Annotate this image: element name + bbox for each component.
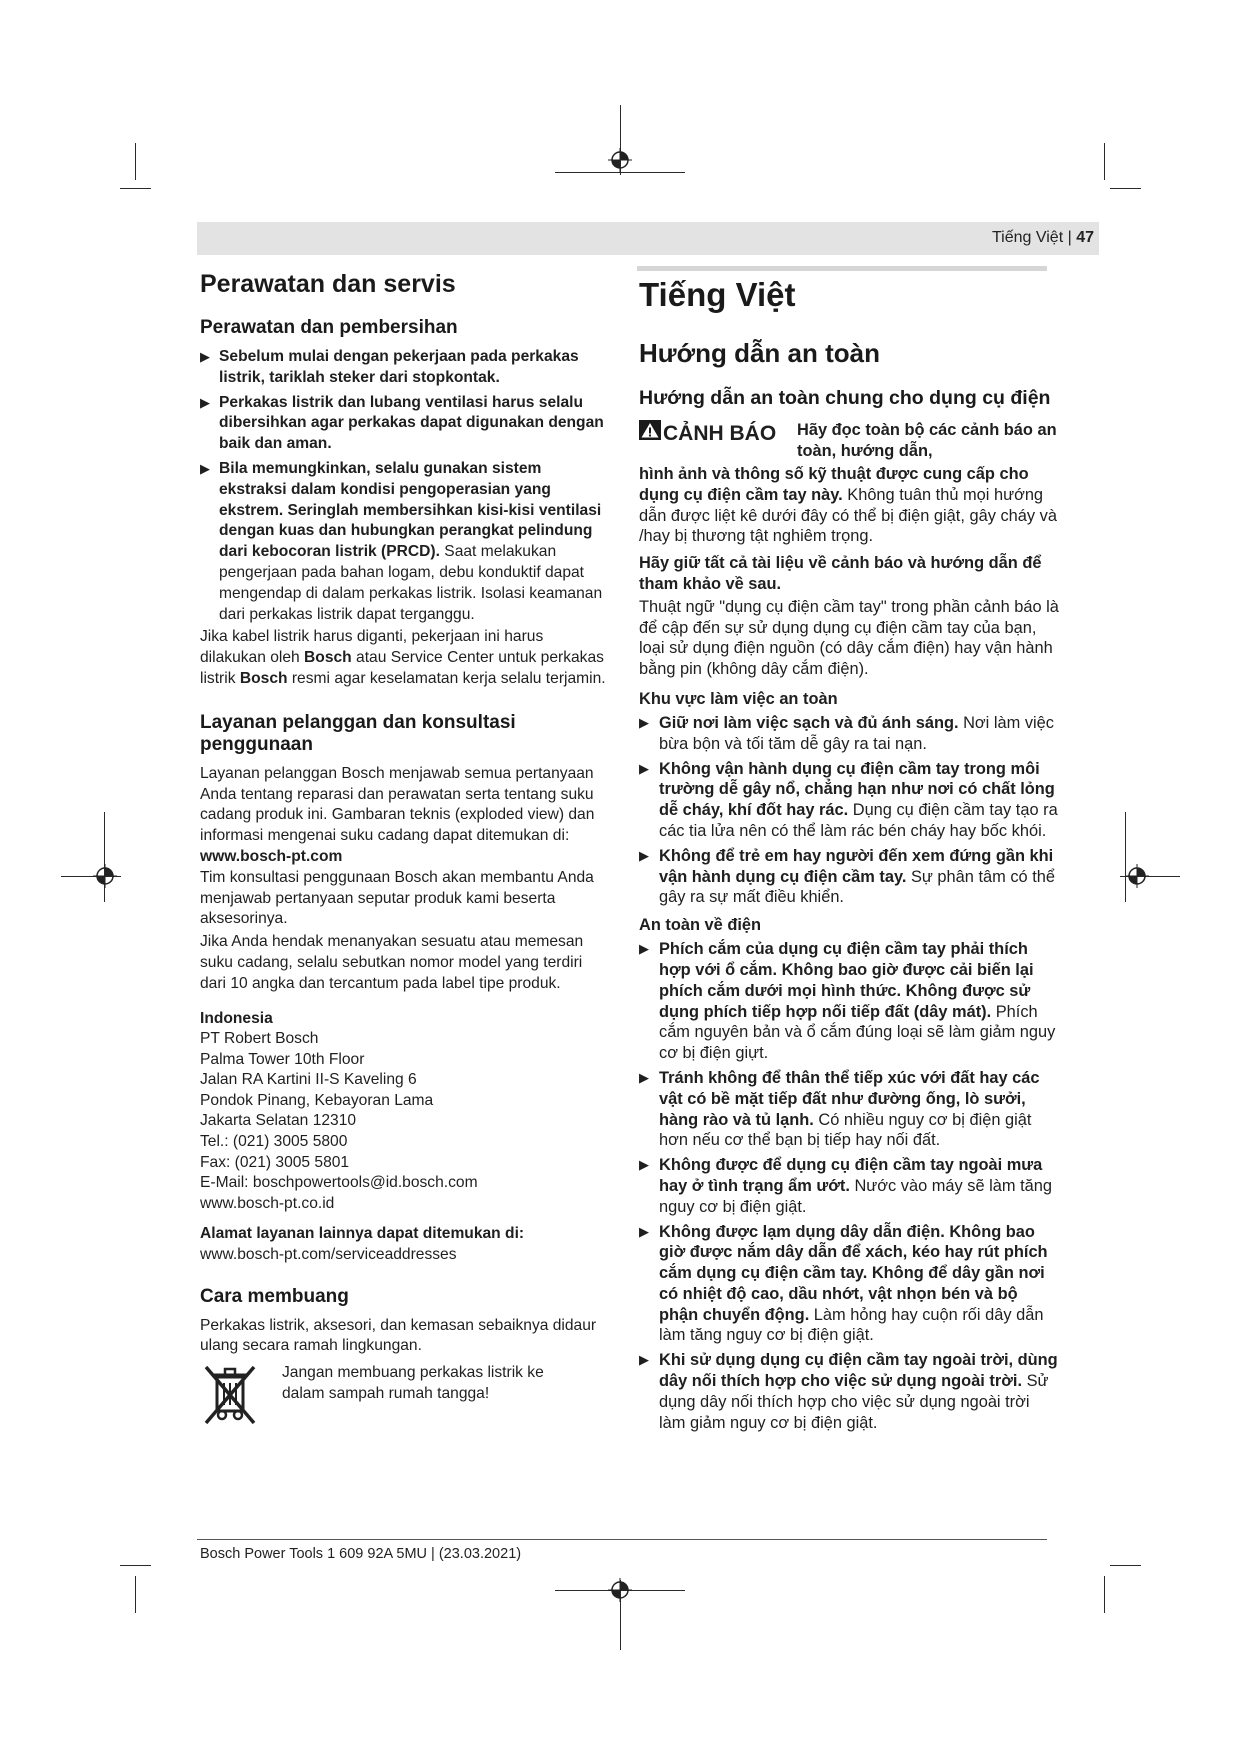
bullet-bold-text: Giữ nơi làm việc sạch và đủ ánh sáng. (659, 713, 959, 732)
warning-triangle-icon (639, 420, 661, 440)
address-line: Tel.: (021) 3005 5800 (200, 1133, 348, 1151)
cable-note-text: Jika kabel listrik harus diganti, pekerjaan ini harus dilakukan oleh (200, 628, 544, 667)
address-line: PT Robert Bosch (200, 1030, 319, 1048)
service-heading: Layanan pelanggan dan konsultasi penggunaan (200, 711, 516, 755)
bullet-text: Dụng cụ điện cầm tay tạo ra các tia lửa nên có thể làm rác bén cháy hay bốc khói. (659, 801, 1058, 840)
maintenance-heading: Perawatan dan pembersihan (200, 317, 458, 338)
safety-title: Hướng dẫn an toàn (639, 338, 880, 368)
service-url-text: www.bosch-pt.com (200, 847, 343, 865)
crop-mark (1104, 143, 1105, 180)
term-note: Thuật ngữ "dụng cụ điện cầm tay" trong phần cảnh báo là để cập đến sự sử dụng dụng cụ điện cầm tay của bạn, loại sử dụng điện nguồn (có dây cắm điện) hay vận hành bằng pin (không dây cắm điện). (639, 597, 1059, 679)
service-paragraph: Layanan pelanggan Bosch menjawab semua pertanyaan Anda tentang reparasi dan perawatan serta tentang suku cadang produk ini. Gambaran teknis (exploded view) dan informasi mengenai suku cadang dapat ditemukan di: (200, 764, 595, 845)
bullet-arrow-icon: ▶ (639, 847, 649, 863)
list-item (200, 393, 610, 455)
registration-mark-icon (1125, 864, 1149, 888)
crop-mark (1104, 1576, 1105, 1613)
registration-mark-icon (608, 1578, 632, 1602)
bullet-arrow-icon: ▶ (639, 760, 649, 776)
bullet-arrow-icon: ▶ (639, 1157, 649, 1173)
left-column (200, 268, 610, 1427)
list-item (200, 347, 610, 389)
registration-mark-icon (608, 148, 632, 172)
spacer (200, 1266, 610, 1286)
address-country (200, 1009, 610, 1030)
cable-note-text: atau Service Center untuk perkakas listrik (200, 649, 604, 687)
address-line: Jakarta Selatan 12310 (200, 1112, 357, 1130)
disposal-warning: Jangan membuang perkakas listrik ke dalam sampah rumah tangga! (282, 1364, 544, 1403)
footer-text: Bosch Power Tools 1 609 92A 5MU | (23.03.2021) (200, 1546, 522, 1562)
section-title: Perawatan dan servis (200, 270, 456, 298)
bullet-bold-text: Khi sử dụng dụng cụ điện cầm tay ngoài trời, dùng dây nối thích hợp cho việc sử dụng ngoài trời. (659, 1351, 1058, 1391)
address-country-text: Indonesia (200, 1009, 273, 1027)
running-head-separator: | (1067, 229, 1072, 246)
footer-rule (197, 1539, 1047, 1540)
language-title: Tiếng Việt (639, 276, 796, 313)
bullet-text: Sự phân tâm có thể gây ra sự mất điều khiển. (659, 867, 1055, 907)
brand-name: Bosch (304, 649, 352, 667)
disposal-paragraph: Perkakas listrik, aksesori, dan kemasan sebaiknya didaur ulang secara ramah lingkungan. (200, 1316, 597, 1355)
keep-documents-text: Hãy giữ tất cả tài liệu về cảnh báo và hướng dẫn để tham khảo về sau. (639, 554, 1042, 593)
disposal-notice (200, 1363, 610, 1427)
service-paragraph: Jika Anda hendak menanyakan sesuatu atau memesan suku cadang, selalu sebutkan nomor model yang terdiri dari 10 angka dan tercantum pada label tipe produk. (200, 933, 584, 992)
list-item (639, 1350, 1059, 1433)
warning-bold-text: hình ảnh và thông số kỹ thuật được cung cấp cho dụng cụ điện cầm tay này. (639, 465, 1029, 504)
spacer (200, 995, 610, 1009)
page-number: 47 (1076, 229, 1094, 246)
more-addresses-label-text: Alamat layanan lainnya dapat ditemukan di: (200, 1225, 525, 1243)
bullet-bold-text: Perkakas listrik dan lubang ventilasi harus selalu dibersihkan agar perkakas dapat digunakan dengan baik dan aman. (219, 393, 604, 453)
crop-mark (1110, 1565, 1141, 1566)
service-paragraph: Tim konsultasi penggunaan Bosch akan membantu Anda menjawab pertanyaan seputar produk kami beserta aksesorinya. (200, 868, 594, 928)
crop-mark (120, 1565, 151, 1566)
bullet-text: Nơi làm việc bừa bộn và tối tăm dễ gây ra tai nạn. (659, 713, 1054, 753)
address-line: Fax: (021) 3005 5801 (200, 1153, 350, 1171)
service-url (200, 847, 610, 868)
brand-name: Bosch (239, 669, 288, 687)
bullet-bold-text: Không được lạm dụng dây dẫn điện. Không bao giờ được nắm dây dẫn để xách, kéo hay rút phích cắm dụng cụ điện cầm tay. Không để dây gần nơi có nhiệt độ cao, dầu nhớt, vật nhọn bén và bộ phận chuyển động. (659, 1222, 1048, 1324)
running-head (992, 229, 1094, 247)
bullet-arrow-icon: ▶ (639, 1352, 649, 1368)
list-item (639, 1155, 1059, 1217)
bullet-arrow-icon: ▶ (639, 1069, 649, 1085)
cable-note (200, 627, 610, 689)
address-line: Jalan RA Kartini II-S Kaveling 6 (200, 1071, 417, 1089)
bullet-bold-text: Sebelum mulai dengan pekerjaan pada perkakas listrik, tariklah steker dari stopkontak. (219, 348, 579, 386)
bullet-arrow-icon: ▶ (639, 714, 649, 730)
list-item (639, 846, 1059, 908)
warning-label: CẢNH BÁO (663, 422, 777, 445)
registration-mark-icon (93, 864, 117, 888)
list-item (639, 1222, 1059, 1347)
bullet-arrow-icon: ▶ (200, 394, 210, 410)
crop-mark (135, 143, 136, 180)
general-safety-heading: Hướng dẫn an toàn chung cho dụng cụ điện (639, 387, 1051, 409)
bullet-arrow-icon: ▶ (200, 460, 210, 476)
crop-mark (135, 1576, 136, 1613)
address-line: Pondok Pinang, Kebayoran Lama (200, 1091, 434, 1109)
bullet-text: Có nhiều nguy cơ bị điện giật hơn nếu cơ thể bạn bị tiếp hay nối đất. (659, 1110, 1032, 1150)
bullet-bold-text: Không vận hành dụng cụ điện cầm tay trong môi trường dễ gây nổ, chẳng hạn như nơi có chất lỏng dễ cháy, khí đốt hay rác. (659, 759, 1055, 820)
bullet-text: Saat melakukan pengerjaan pada bahan logam, debu konduktif dapat mengendap di dalam perkakas listrik. Isolasi keamanan dari perkakas listrik dapat terganggu. (219, 543, 603, 623)
keep-documents-note (639, 553, 1059, 595)
address-line: www.bosch-pt.co.id (200, 1194, 335, 1212)
crop-mark (120, 188, 151, 189)
list-item (639, 939, 1059, 1064)
electrical-heading: An toàn về điện (639, 916, 762, 935)
warning-block (639, 420, 1059, 547)
bullet-bold-text: Không được để dụng cụ điện cầm tay ngoài mưa hay ở tình trạng ẩm ướt. (659, 1156, 1043, 1195)
list-item (200, 459, 610, 625)
bullet-arrow-icon: ▶ (639, 1223, 649, 1239)
address-line: Palma Tower 10th Floor (200, 1050, 365, 1068)
more-addresses-label (200, 1224, 610, 1245)
warning-text: Không tuân thủ mọi hướng dẫn được liệt kê dưới đây có thể bị điện giật, gây cháy và /hay bị thương tật nghiêm trọng. (639, 485, 1057, 546)
disposal-heading: Cara membuang (200, 1285, 349, 1307)
warning-side-text: Hãy đọc toàn bộ các cảnh báo an toàn, hướng dẫn, (797, 421, 1057, 460)
warning-header (639, 420, 1059, 464)
crop-mark (1110, 188, 1141, 189)
crop-mark (104, 812, 105, 902)
bullet-text: Nước vào máy sẽ làm tăng nguy cơ bị điện giật. (659, 1176, 1052, 1216)
spacer (200, 690, 610, 712)
list-item (639, 759, 1059, 842)
warning-paragraph (639, 464, 1059, 547)
bullet-text: Làm hỏng hay cuộn rối dây dẫn làm tăng nguy cơ bị điện giật. (659, 1305, 1044, 1345)
running-head-label: Tiếng Việt (991, 229, 1064, 246)
more-addresses-url: www.bosch-pt.com/serviceaddresses (200, 1246, 457, 1264)
bullet-text: Sử dụng dây nối thích hợp cho việc sử dụng ngoài trời làm giảm nguy cơ bị điện giật. (659, 1372, 1049, 1432)
work-area-heading: Khu vực làm việc an toàn (639, 689, 838, 708)
list-item (639, 1068, 1059, 1151)
bullet-bold-text: Không để trẻ em hay người đến xem đứng gần khi vận hành dụng cụ điện cầm tay. (659, 846, 1054, 886)
bullet-bold-text: Tránh không để thân thể tiếp xúc với đất hay các vật có bề mặt tiếp đất như đường ống, lò sưởi, hàng rào và tủ lạnh. (659, 1068, 1040, 1129)
bullet-arrow-icon: ▶ (200, 349, 210, 364)
cable-note-text: resmi agar keselamatan kerja selalu terjamin. (287, 669, 606, 687)
address-line: E-Mail: boschpowertools@id.bosch.com (200, 1174, 478, 1192)
header-band (197, 222, 1099, 255)
bullet-bold-text: Phích cắm của dụng cụ điện cầm tay phải thích hợp với ổ cắm. Không bao giờ được cải biến lại phích cắm dưới mọi hình thức. Không được sử dụng phích tiếp hợp nối tiếp đất (dây mát). (659, 940, 1034, 1021)
bullet-bold-text: Bila memungkinkan, selalu gunakan sistem ekstraksi dalam kondisi pengoperasian yang ekstrem. Seringlah membersihkan kisi-kisi ventilasi dengan kuas dan hubungkan perangkat pelindung dari kebocoran listrik (PRCD). (219, 459, 602, 561)
address-block (200, 1009, 610, 1266)
crossed-bin-icon (200, 1363, 260, 1427)
bullet-arrow-icon: ▶ (639, 941, 649, 957)
right-column (639, 268, 1059, 1437)
crop-mark (1125, 812, 1126, 902)
bullet-text: Phích cắm nguyên bản và ổ cắm đúng loại sẽ làm giảm nguy cơ bị điện giựt. (659, 1002, 1056, 1063)
list-item (639, 713, 1059, 755)
